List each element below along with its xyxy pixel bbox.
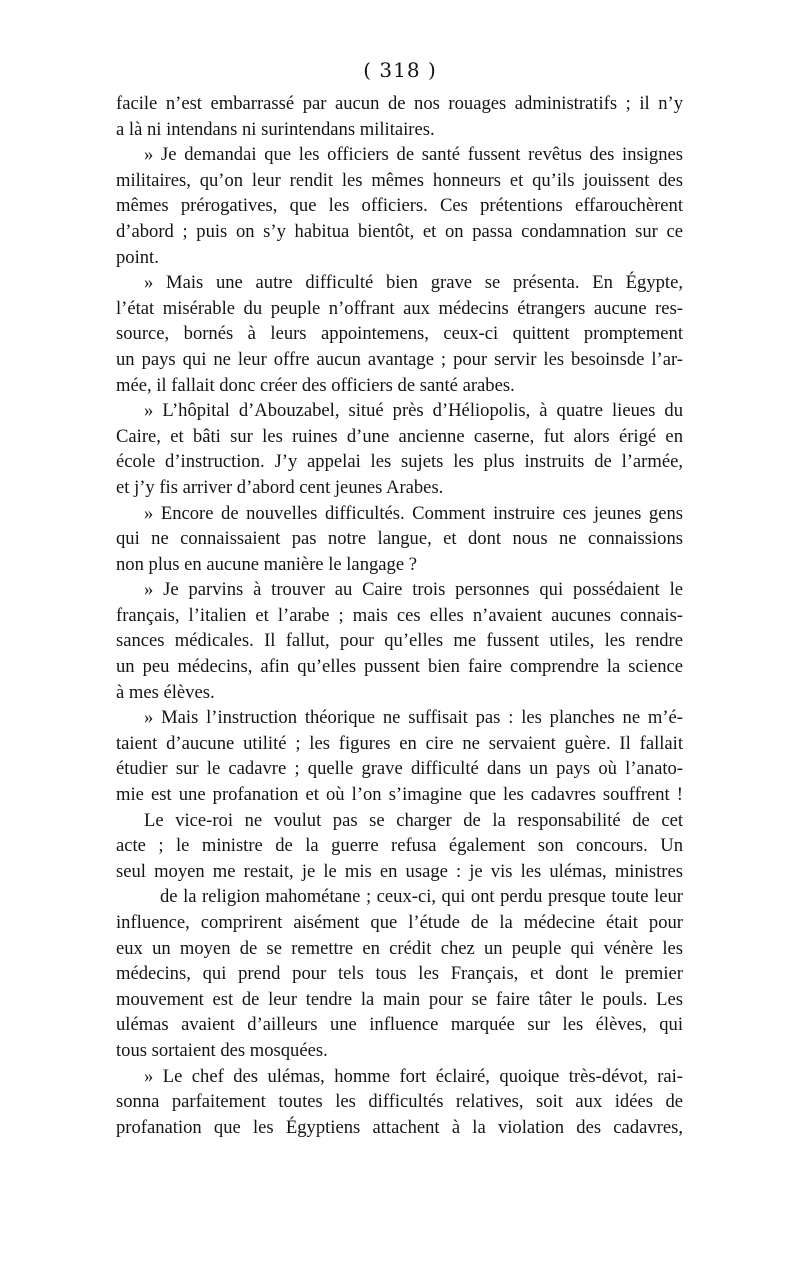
text-line: français, l’italien et l’arabe ; mais ces elles n’avaient aucunes connais- [116,604,683,626]
text-line: » Je demandai que les officiers de santé fussent revêtus des insignes [144,144,683,166]
text-line: seul moyen me restait, je le mis en usage : je vis les ulémas, ministres [116,860,683,882]
text-line: l’état misérable du peuple n’offrant aux médecins étrangers aucune res- [116,297,683,319]
text-line: d’abord ; puis on s’y habitua bientôt, et on passa condamnation sur ce [116,220,683,242]
text-line: » Le chef des ulémas, homme fort éclairé, quoique très-dévot, rai- [144,1065,683,1087]
text-line: Caire, et bâti sur les ruines d’une ancienne caserne, fut alors érigé en [116,425,683,447]
text-line: eux un moyen de se remettre en crédit chez un peuple qui vénère les [116,937,683,959]
text-line: mée, il fallait donc créer des officiers de santé arabes. [116,374,515,396]
text-line: ulémas avaient d’ailleurs une influence marquée sur les élèves, qui [116,1014,683,1036]
text-line: étudier sur le cadavre ; quelle grave difficulté dans un pays où l’anato- [116,758,683,780]
text-line: mie est une profanation et où l’on s’imagine que les cadavres souffrent ! [116,784,683,806]
text-line: facile n’est embarrassé par aucun de nos rouages administratifs ; il n’y [116,93,683,114]
text-line: » Mais une autre difficulté bien grave se présenta. En Égypte, [144,272,683,294]
text-line: influence, comprirent aisément que l’étude de la médecine était pour [116,912,683,933]
text-line: taient d’aucune utilité ; les figures en cire ne servaient guère. Il fallait [116,732,683,754]
text-line: et j’y fis arriver d’abord cent jeunes Arabes. [116,476,444,498]
text-line: qui ne connaissaient pas notre langue, et dont nous ne connaissions [116,528,683,550]
text-line: militaires, qu’on leur rendit les mêmes honneurs et qu’ils jouissent des [116,169,683,191]
text-line: non plus en aucune manière le langage ? [116,553,417,575]
text-line: tous sortaient des mosquées. [116,1039,328,1061]
text-line: école d’instruction. J’y appelai les sujets les plus instruits de l’armée, [116,451,683,473]
text-line: profanation que les Égyptiens attachent à la violation des cadavres, [116,1116,683,1138]
text-line: Le vice-roi ne voulut pas se charger de la responsabilité de cet [144,809,683,831]
text-line: » Encore de nouvelles difficultés. Comment instruire ces jeunes gens [144,502,683,524]
text-line: à mes élèves. [116,681,215,703]
text-line: de la religion mahométane ; ceux-ci, qui ont perdu presque toute leur [160,886,683,908]
text-line: un pays qui ne leur offre aucun avantage ; pour servir les besoinsde l’ar- [116,348,683,370]
body-text [116,91,683,1140]
text-line: point. [116,246,159,268]
text-line: acte ; le ministre de la guerre refusa également son concours. Un [116,835,683,857]
text-line: mouvement est de leur tendre la main pour se faire tâter le pouls. Les [116,988,683,1010]
text-line: a là ni intendans ni surintendans militaires. [116,118,435,140]
text-line: sonna parfaitement toutes les difficultés relatives, soit aux idées de [116,1091,683,1113]
page-number: ( 318 ) [363,58,437,82]
text-line: sances médicales. Il fallut, pour qu’elles me fussent utiles, les rendre [116,630,683,652]
text-line: » Je parvins à trouver au Caire trois personnes qui possédaient le [144,579,683,601]
text-line: mêmes prérogatives, que les officiers. Ces prétentions effarouchèrent [116,195,683,217]
text-line: un peu médecins, afin qu’elles pussent bien faire comprendre la science [116,656,683,678]
text-line: source, bornés à leurs appointemens, ceux-ci quittent promptement [116,323,683,345]
text-line: » L’hôpital d’Abouzabel, situé près d’Héliopolis, à quatre lieues du [144,400,683,422]
text-line: médecins, qui prend pour tels tous les Français, et dont le premier [116,963,683,985]
text-line: » Mais l’instruction théorique ne suffisait pas : les planches ne m’é- [144,707,683,729]
